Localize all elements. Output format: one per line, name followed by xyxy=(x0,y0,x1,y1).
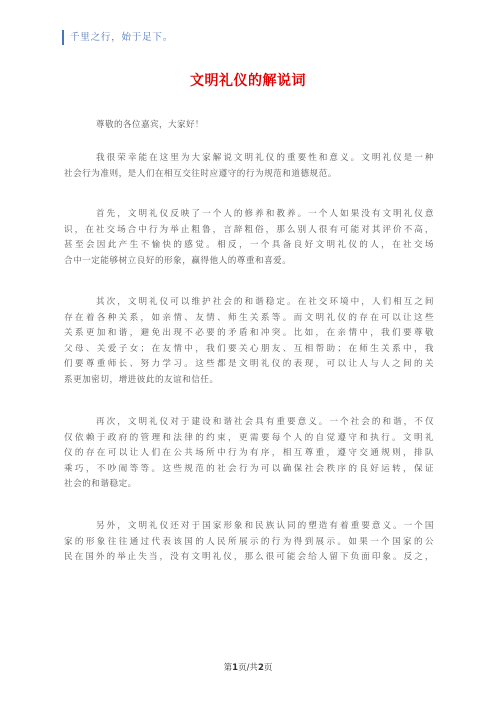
footer-prefix: 第 xyxy=(223,663,233,673)
text-line: 系更加密切，增进彼此的友谊和信任。 xyxy=(64,374,219,385)
current-page-number: 1 xyxy=(232,663,239,673)
text-line: 甚至会因此产生不愉快的感觉。相反，一个具备良好文明礼仪的人，在社交场 xyxy=(64,240,434,251)
text-line: 存在着各种关系，如亲情、友情、师生关系等。而文明礼仪的存在可以让这些 xyxy=(64,312,434,323)
text-line: 民在国外的举止失当，没有文明礼仪，那么很可能会给人留下负面印象。反之， xyxy=(64,552,434,563)
text-line: 父母、关爱子女；在友情中，我们要关心朋友、互相帮助；在师生关系中，我 xyxy=(64,343,434,354)
footer-suffix: 页 xyxy=(263,663,273,673)
text-line: 们要尊重师长、努力学习。这些都是文明礼仪的表现，可以让人与人之间的关 xyxy=(64,359,434,370)
text-line: 社会行为准则，是人们在相互交往时应遵守的行为规范和道德规范。 xyxy=(64,168,337,179)
header-accent-bar xyxy=(62,30,64,45)
document-title: 文明礼仪的解说词 xyxy=(190,73,306,89)
text-line: 另外，文明礼仪还对于国家形象和民族认同的塑造有着重要意义。一个国 xyxy=(96,521,434,531)
text-line: 关系更加和谐，避免出现不必要的矛盾和冲突。比如，在亲情中，我们要尊敬 xyxy=(64,328,434,339)
paragraph-2 xyxy=(64,207,434,269)
footer-middle: 页/共 xyxy=(238,663,258,673)
text-line: 家的形象往往通过代表该国的人民所展示的行为得到展示。如果一个国家的公 xyxy=(64,536,434,547)
text-line: 乘巧，不吵闹等等。这些规范的社会行为可以确保社会秩序的良好运转，保证 xyxy=(64,463,434,474)
text-line: 再次，文明礼仪对于建设和谐社会具有重要意义。一个社会的和谐，不仅 xyxy=(96,417,434,427)
greeting: 尊敬的各位嘉宾，大家好！ xyxy=(96,120,204,130)
total-page-number: 2 xyxy=(257,663,264,673)
paragraph-5 xyxy=(64,519,434,566)
paragraph-1 xyxy=(64,151,434,182)
header-motto: 千里之行，始于足下。 xyxy=(70,32,174,43)
text-line: 仅依赖于政府的管理和法律的约束，更需要每个人的自觉遵守和执行。文明礼 xyxy=(64,432,434,443)
paragraph-4 xyxy=(64,415,434,493)
text-line: 合中一定能够树立良好的形象，赢得他人的尊重和喜爱。 xyxy=(64,255,292,266)
text-line: 仪的存在可以让人们在公共场所中行为有序，相互尊重，遵守交通规则，排队 xyxy=(64,448,434,459)
text-line: 社会的和谐稳定。 xyxy=(64,479,137,490)
page-footer xyxy=(0,662,496,674)
text-line: 其次，文明礼仪可以维护社会的和谐稳定。在社交环境中，人们相互之间 xyxy=(96,297,434,307)
paragraph-3 xyxy=(64,295,434,389)
text-line: 识，在社交场合中行为举止粗鲁，言辞粗俗，那么别人很有可能对其评价不高， xyxy=(64,224,434,235)
text-line: 我很荣幸能在这里为大家解说文明礼仪的重要性和意义。文明礼仪是一种 xyxy=(96,153,434,163)
text-line: 首先，文明礼仪反映了一个人的修养和教养。一个人如果没有文明礼仪意 xyxy=(96,209,434,219)
